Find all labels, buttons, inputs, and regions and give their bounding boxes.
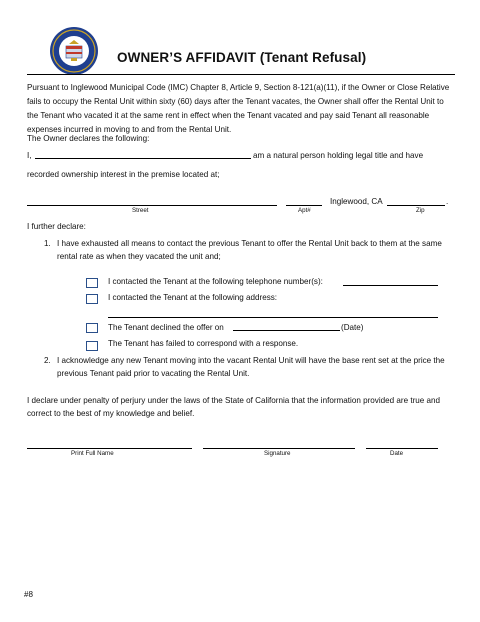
owner-suffix: am a natural person holding legal title and have — [253, 151, 424, 160]
checkbox-address[interactable] — [86, 294, 98, 304]
declined-date-hint: (Date) — [341, 323, 364, 332]
city-seal-logo — [49, 26, 99, 76]
signature-label: Signature — [264, 450, 291, 457]
title-sub: (Tenant Refusal) — [259, 50, 367, 65]
date-label: Date — [390, 450, 404, 457]
phone-field[interactable] — [343, 285, 438, 286]
checkbox-declined[interactable] — [86, 323, 98, 333]
checkbox-no-response[interactable] — [86, 341, 98, 351]
checkbox-phone[interactable] — [86, 278, 98, 288]
further-text: I further declare: — [27, 222, 86, 231]
zip-field[interactable] — [387, 205, 445, 206]
option-phone-label: I contacted the Tenant at the following telephone number(s): — [108, 277, 323, 286]
apt-field[interactable] — [286, 205, 322, 206]
print-name-label: Print Full Name — [71, 450, 114, 457]
option-no-response-label: The Tenant has failed to correspond with a response. — [108, 339, 299, 348]
zip-label: Zip — [416, 207, 425, 214]
street-label: Street — [132, 207, 149, 214]
item-2-number: 2. — [44, 356, 51, 365]
title-divider — [27, 74, 455, 75]
city-text: Inglewood, CA — [330, 197, 383, 206]
address-period: . — [446, 197, 449, 206]
signature-field[interactable] — [203, 448, 355, 449]
item-2-text: I acknowledge any new Tenant moving into the vacant Rental Unit will have the base rent set at the price the previous Tenant paid prior to vacating the Rental Unit. — [57, 356, 445, 378]
declares-text: The Owner declares the following: — [27, 134, 150, 143]
option-address-label: I contacted the Tenant at the following address: — [108, 293, 278, 302]
page-title — [117, 50, 366, 65]
contact-address-field[interactable] — [108, 317, 438, 318]
option-declined-label: The Tenant declined the offer on — [108, 323, 224, 332]
page-code: #8 — [24, 590, 34, 599]
owner-continued: recorded ownership interest in the premise located at; — [27, 170, 220, 179]
street-field[interactable] — [27, 205, 277, 206]
print-name-field[interactable] — [27, 448, 192, 449]
owner-prefix: I, — [27, 151, 32, 160]
owner-name-field[interactable] — [35, 158, 251, 159]
declined-date-field[interactable] — [233, 330, 340, 331]
title-main: OWNER’S AFFIDAVIT — [117, 50, 256, 65]
apt-label: Apt# — [298, 207, 311, 214]
item-1-text: I have exhausted all means to contact the previous Tenant to offer the Rental Unit back to them at the same rental rate as when they vacated the unit and; — [57, 239, 442, 261]
intro-paragraph: Pursuant to Inglewood Municipal Code (IMC) Chapter 8, Article 9, Section 8-121(a)(11), if the Owner or Close Relative fails to occupy the Rental Unit within sixty (60) days after the Tenant vacates, the Owner shall offer the Rental Unit to the Tenant who vacated it at the same rent in effect when the Tenant vacated and pay said Tenant all reasonable expenses incurred in moving to and from the Rental Unit. — [27, 83, 450, 134]
perjury-statement: I declare under penalty of perjury under the laws of the State of California that the information provided are true and correct to the best of my knowledge and belief. — [27, 396, 441, 418]
item-1-number: 1. — [44, 239, 51, 248]
date-field[interactable] — [366, 448, 438, 449]
